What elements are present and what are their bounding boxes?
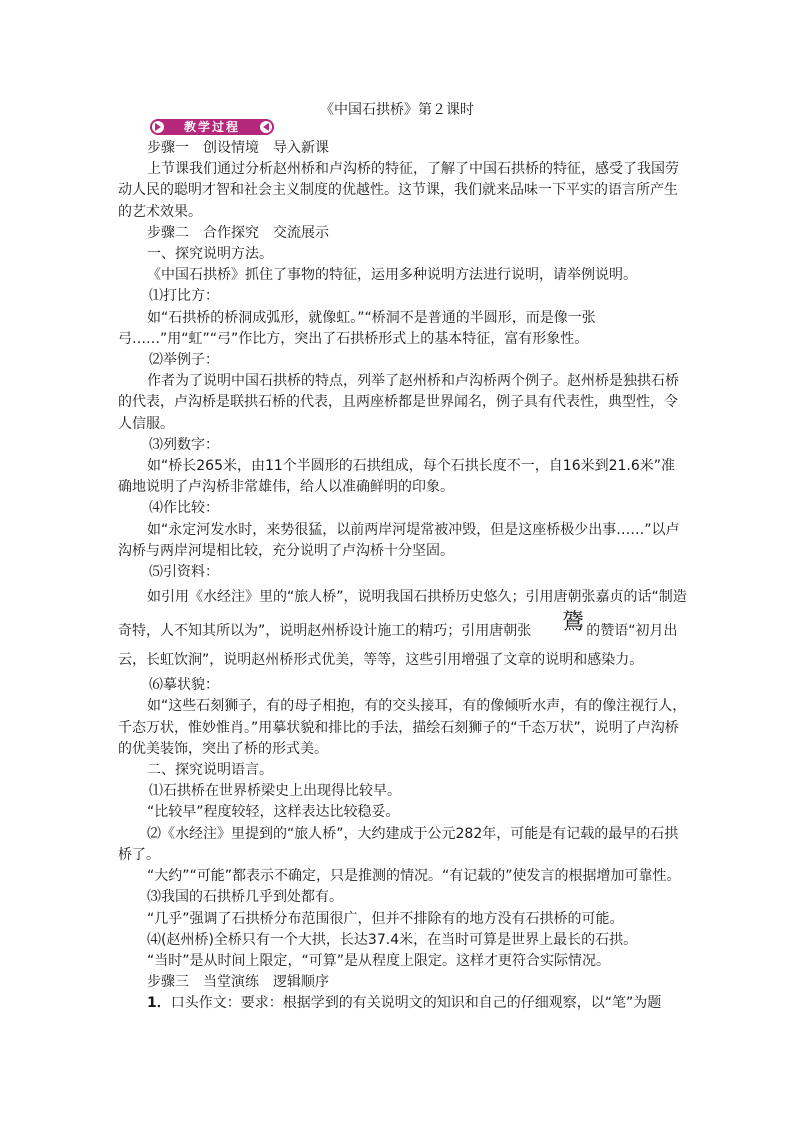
paragraph bbox=[118, 993, 688, 1014]
paragraph: “比较早”程度较轻，这样表达比较稳妥。 bbox=[147, 804, 400, 821]
text-run: 口头作文：要求：根据学到的有关说明文的知识和自己的仔细观察，以“笔”为题 bbox=[170, 995, 662, 1012]
sub-heading: ⑴打比方： bbox=[149, 288, 219, 305]
paragraph: 作者为了说明中国石拱桥的特点，列举了赵州桥和卢沟桥两个例子。赵州桥是独拱石桥的代表，卢沟桥是联拱石桥的代表，且两座桥都是世界闻名，例子具有代表性，典型性，令人信服。 bbox=[118, 373, 679, 432]
document-body bbox=[118, 138, 688, 1015]
paragraph: 如“这些石刻狮子，有的母子相抱，有的交头接耳，有的像倾听水声，有的像注视行人，千态万状，惟妙惟肖。”用摹状貌和排比的手法，描绘石刻狮子的“千态万状”，说明了卢沟桥的优美装饰，突出了桥的形式美。 bbox=[118, 698, 687, 757]
example-sentence: ⑷(赵州桥)全桥只有一个大拱，长达37.4米，在当时可算是世界上最长的石拱。 bbox=[147, 931, 638, 948]
step-heading: 步骤二 合作探究 交流展示 bbox=[147, 224, 329, 241]
section-badge bbox=[148, 118, 276, 136]
paragraph: “大约”“可能”都表示不确定，只是推测的情况。“有记载的”使发言的根据增加可靠性。 bbox=[147, 868, 681, 885]
sub-heading: ⑹摹状貌： bbox=[149, 677, 219, 694]
sub-heading: ⑵举例子： bbox=[149, 352, 219, 369]
text-run: 的赞语“初月出云，长虹饮涧”，说明赵州桥形式优美，等等，这些引用增强了文章的说明和感染力。 bbox=[118, 623, 678, 669]
step-heading: 步骤三 当堂演练 逻辑顺序 bbox=[147, 974, 329, 991]
step-heading: 步骤一 创设情境 导入新课 bbox=[147, 140, 329, 156]
badge-label: 教学过程 bbox=[183, 120, 240, 134]
sub-heading: ⑷作比较： bbox=[149, 500, 219, 517]
paragraph: 如“石拱桥的桥洞成弧形，就像虹。”“桥洞不是普通的半圆形，而是像一张弓……”用“虹”“弓”作比方，突出了石拱桥形式上的基本特征，富有形象性。 bbox=[118, 309, 596, 347]
paragraph: 《中国石拱桥》抓住了事物的特征，运用多种说明方法进行说明，请举例说明。 bbox=[147, 267, 637, 284]
example-sentence: ⑶我国的石拱桥几乎到处都有。 bbox=[147, 889, 343, 906]
sub-heading: ⑸引资料： bbox=[149, 564, 219, 581]
sub-heading: ⑶列数字： bbox=[149, 436, 219, 453]
paragraph: 上节课我们通过分析赵州桥和卢沟桥的特征，了解了中国石拱桥的特征，感受了我国劳动人民的聪明才智和社会主义制度的优越性。这节课，我们就来品味一下平实的语言所产生的艺术效果。 bbox=[118, 161, 679, 220]
example-sentence: ⑴石拱桥在世界桥梁史上出现得比较早。 bbox=[149, 783, 401, 800]
page-title: 《中国石拱桥》第２课时 bbox=[320, 102, 474, 118]
section-heading: 一、探究说明方法。 bbox=[147, 246, 273, 263]
section-heading: 二、探究说明语言。 bbox=[147, 762, 273, 779]
paragraph: “当时”是从时间上限定，“可算”是从程度上限定。这样才更符合实际情况。 bbox=[147, 952, 611, 969]
example-sentence: ⑵《水经注》里提到的“旅人桥”，大约建成于公元282年，可能是有记载的最早的石拱桥了。 bbox=[118, 825, 679, 863]
paragraph: “几乎”强调了石拱桥分布范围很广，但并不排除有的地方没有石拱桥的可能。 bbox=[147, 910, 624, 927]
paragraph bbox=[118, 583, 688, 675]
paragraph: 如“永定河发水时，来势很猛，以前两岸河堤常被冲毁，但是这座桥极少出事……”以卢沟桥与两岸河堤相比较，充分说明了卢沟桥十分坚固。 bbox=[118, 521, 680, 559]
item-number: 1． bbox=[147, 995, 171, 1012]
paragraph: 如“桥长265米，由11个半圆形的石拱组成，每个石拱长度不一，自16米到21.6米”准确地说明了卢沟桥非常雄伟，给人以准确鲜明的印象。 bbox=[118, 458, 676, 496]
text-run: 如引用《水经注》里的“旅人桥”，说明我国石拱桥历史悠久；引用唐朝张嘉贞的话“制造奇特，人不知其所以为”，说明赵州桥设计施工的精巧；引用唐朝张 bbox=[118, 589, 687, 640]
special-character: 鷟 bbox=[562, 610, 585, 636]
